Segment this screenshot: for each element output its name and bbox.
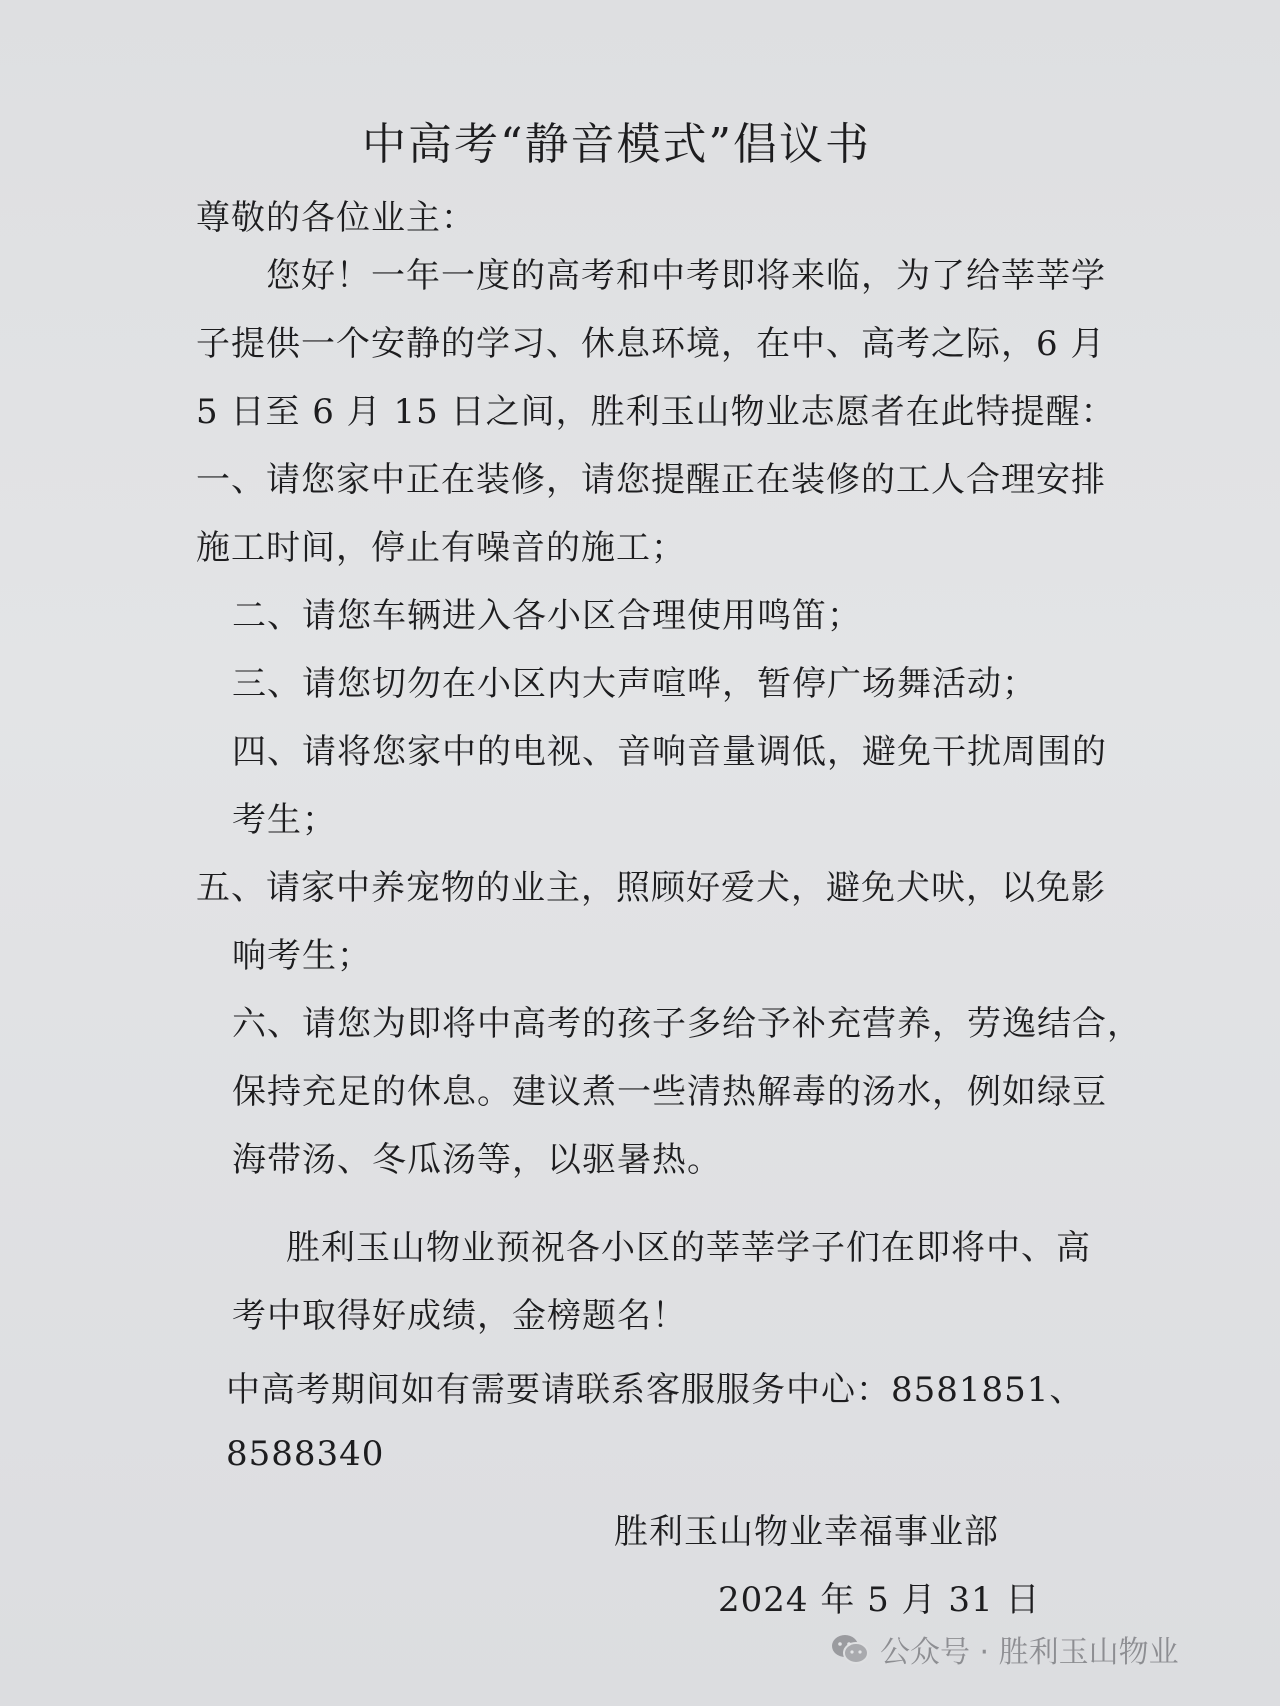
item-line-9: 六、请您为即将中高考的孩子多给予补充营养，劳逸结合， [232,1004,1142,1044]
closing-line-1: 胜利玉山物业预祝各小区的莘莘学子们在即将中、高 [286,1228,1091,1268]
document-title: 中高考“静音模式”倡议书 [362,119,871,170]
item-line-3: 二、请您车辆进入各小区合理使用鸣笛； [232,596,862,636]
intro-line-2: 子提供一个安静的学习、休息环境，在中、高考之际，6 月 [196,324,1106,364]
watermark-text: 公众号 · 胜利玉山物业 [880,1635,1179,1670]
watermark [830,1624,1179,1674]
item-line-10: 保持充足的休息。建议煮一些清热解毒的汤水，例如绿豆 [232,1072,1107,1112]
signature: 胜利玉山物业幸福事业部 [614,1512,999,1552]
item-line-4: 三、请您切勿在小区内大声喧哗，暂停广场舞活动； [232,664,1037,704]
contact-line-1: 中高考期间如有需要请联系客服服务中心：8581851、 [226,1370,1085,1410]
document-date: 2024 年 5 月 31 日 [718,1580,1041,1620]
item-line-7: 五、请家中养宠物的业主，照顾好爱犬，避免犬吠，以免影 [196,868,1106,908]
wechat-icon [830,1632,870,1666]
item-line-6: 考生； [232,800,337,840]
item-line-2: 施工时间，停止有噪音的施工； [196,528,686,568]
item-line-5: 四、请将您家中的电视、音响音量调低，避免干扰周围的 [232,732,1107,772]
closing-line-2: 考中取得好成绩，金榜题名！ [232,1296,687,1336]
item-line-11: 海带汤、冬瓜汤等，以驱暑热。 [232,1140,722,1180]
item-line-8: 响考生； [232,936,372,976]
item-line-1: 一、请您家中正在装修，请您提醒正在装修的工人合理安排 [196,460,1106,500]
salutation: 尊敬的各位业主： [196,198,476,238]
contact-line-2: 8588340 [226,1434,385,1474]
intro-line-3: 5 日至 6 月 15 日之间，胜利玉山物业志愿者在此特提醒： [196,392,1116,432]
intro-line-1: 您好！一年一度的高考和中考即将来临，为了给莘莘学 [266,256,1106,296]
